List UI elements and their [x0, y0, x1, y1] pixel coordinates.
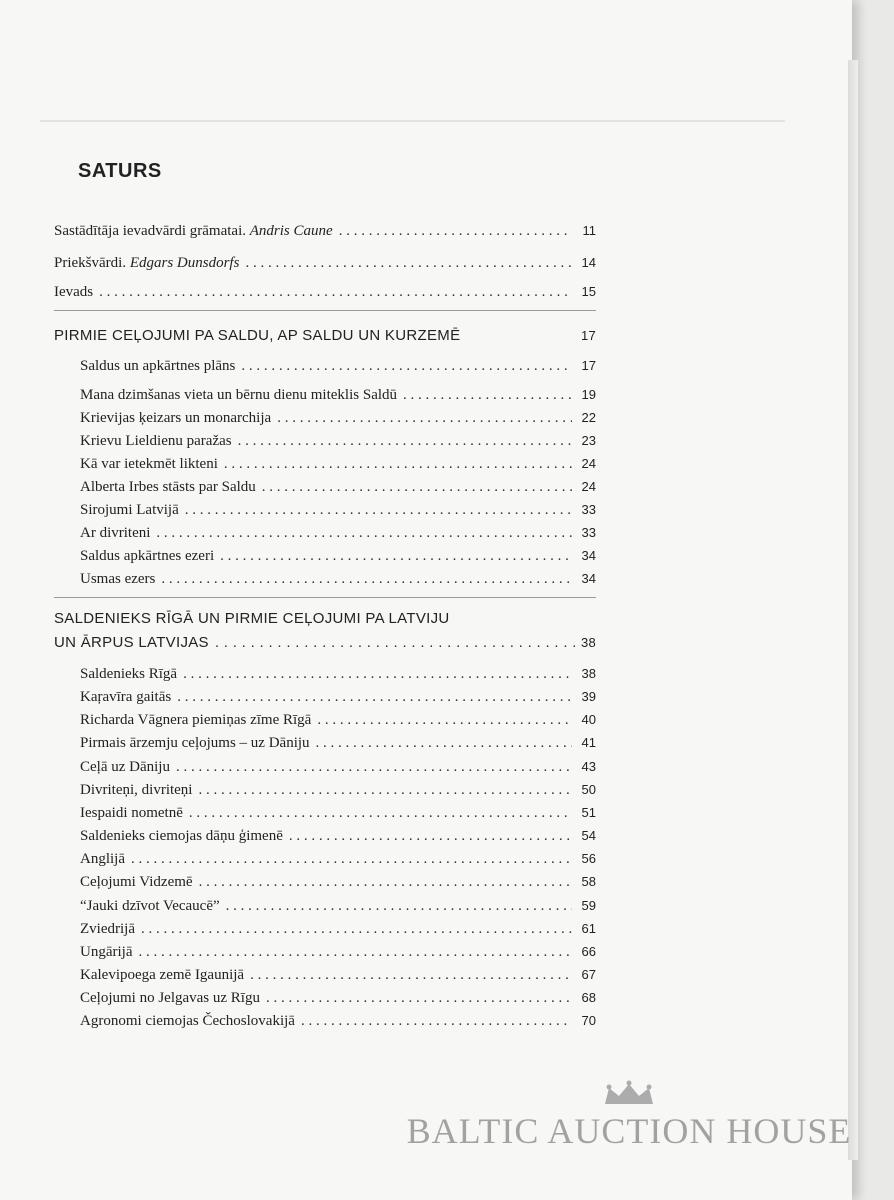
- toc-entry-label: Iespaidi nometnē: [80, 805, 183, 821]
- toc-entry-label: Kaŗavīra gaitās: [80, 689, 172, 705]
- toc-entry-label: Ceļojumi no Jelgavas uz Rīgu: [80, 990, 260, 1006]
- toc-entry: [80, 987, 596, 1009]
- toc-entry-label: Ceļojumi Vidzemē: [80, 874, 193, 890]
- toc-page-number: 33: [581, 502, 596, 517]
- toc-entry: [80, 848, 596, 870]
- toc-entry-label: Ceļā uz Dāniju: [80, 759, 170, 775]
- toc-page-number: 41: [581, 735, 596, 750]
- toc-entry-label: Anglijā: [80, 851, 125, 867]
- dot-leader: [99, 281, 572, 303]
- toc-entry: [80, 1010, 596, 1032]
- toc-entry: [80, 522, 596, 544]
- dot-leader: [131, 848, 572, 870]
- toc-page-number: 58: [581, 874, 596, 889]
- toc-entry: [80, 568, 596, 590]
- toc-entry: [80, 453, 596, 475]
- dot-leader: [241, 355, 572, 377]
- toc-entry-label: Sastādītāja ievadvārdi grāmatai. Andris Caune: [54, 223, 333, 239]
- section-divider: [54, 597, 596, 598]
- toc-entry: [80, 663, 596, 685]
- toc-entry: [80, 355, 596, 377]
- section-heading-2-line2: [54, 632, 596, 654]
- toc-entry-label: Saldenieks ciemojas dāņu ģimenē: [80, 828, 283, 844]
- dot-leader: [301, 1010, 572, 1032]
- toc-page-number: 50: [581, 782, 596, 797]
- section-divider: [54, 310, 596, 311]
- toc-entry-introduction: [54, 281, 596, 303]
- toc-entry-label: Kā var ietekmēt likteni: [80, 456, 218, 472]
- toc-entry-label: Kalevipoega zemē Igaunijā: [80, 967, 245, 983]
- dot-leader: [403, 384, 572, 406]
- dot-leader: [141, 918, 572, 940]
- toc-page-number: 70: [581, 1013, 596, 1028]
- toc-title: SATURS: [78, 160, 162, 182]
- toc-entry-label: Usmas ezers: [80, 571, 156, 587]
- watermark-text: BALTIC AUCTION HOUSE: [406, 1111, 852, 1151]
- toc-page-number: 34: [581, 571, 596, 586]
- toc-entry: [80, 430, 596, 452]
- toc-page-number: 43: [581, 759, 596, 774]
- section-heading-2-line1: SALDENIEKS RĪGĀ UN PIRMIE CEĻOJUMI PA LATVIJU: [54, 610, 450, 627]
- dot-leader: [220, 545, 572, 567]
- dot-leader: [250, 964, 572, 986]
- toc-page-number: 11: [582, 223, 596, 238]
- toc-page-number: 15: [581, 284, 596, 299]
- section-page-number: 38: [580, 635, 596, 650]
- dot-leader: [262, 476, 572, 498]
- toc-page-number: 59: [581, 898, 596, 913]
- toc-entry-label: Pirmais ārzemju ceļojums – uz Dāniju: [80, 735, 310, 751]
- dot-leader: [199, 871, 572, 893]
- crown-icon: [599, 1080, 659, 1108]
- toc-entry: [80, 825, 596, 847]
- toc-entry-label: Krievu Lieldienu paražas: [80, 433, 232, 449]
- toc-page-number: 56: [581, 851, 596, 866]
- toc-page-number: 68: [581, 990, 596, 1005]
- toc-entry-label: Saldus apkārtnes ezeri: [80, 548, 215, 564]
- dot-leader: [339, 220, 572, 242]
- toc-page-number: 19: [581, 387, 596, 402]
- dot-leader: [289, 825, 572, 847]
- toc-entry: [80, 779, 596, 801]
- toc-entry-label: “Jauki dzīvot Vecaucē”: [80, 898, 220, 914]
- watermark: [384, 1080, 874, 1152]
- toc-page-number: 24: [581, 479, 596, 494]
- toc-entry: [80, 545, 596, 567]
- dot-leader: [215, 632, 575, 654]
- toc-entry-label: Priekšvārdi. Edgars Dunsdorfs: [54, 255, 240, 271]
- toc-entry-label: Mana dzimšanas vieta un bērnu dienu miteklis Saldū: [80, 387, 398, 403]
- toc-entry: [80, 476, 596, 498]
- toc-entry: [80, 941, 596, 963]
- toc-page-number: 17: [581, 358, 596, 373]
- toc-entry: [80, 686, 596, 708]
- dot-leader: [266, 987, 572, 1009]
- dot-leader: [316, 732, 572, 754]
- toc-page-number: 40: [581, 712, 596, 727]
- section-page-number: 17: [580, 328, 596, 343]
- dot-leader: [189, 802, 572, 824]
- toc-entry-label: Divriteņi, divriteņi: [80, 782, 193, 798]
- section-title: UN ĀRPUS LATVIJAS: [54, 634, 209, 651]
- dot-leader: [156, 522, 572, 544]
- dot-leader: [224, 453, 572, 475]
- toc-entry-foreword-caune: [54, 220, 596, 242]
- toc-entry: [80, 732, 596, 754]
- toc-entry: [80, 802, 596, 824]
- section-heading-1: [54, 325, 596, 347]
- toc-entry-label: Alberta Irbes stāsts par Saldu: [80, 479, 256, 495]
- toc-entry: [80, 384, 596, 406]
- section-title: PIRMIE CEĻOJUMI PA SALDU, AP SALDU UN KURZEMĒ: [54, 327, 461, 344]
- dot-leader: [226, 895, 572, 917]
- toc-entry-label: Saldus un apkārtnes plāns: [80, 358, 236, 374]
- dot-leader: [198, 779, 572, 801]
- dot-leader: [245, 252, 572, 274]
- dot-leader: [161, 568, 572, 590]
- toc-page-number: 39: [581, 689, 596, 704]
- dot-leader: [238, 430, 572, 452]
- toc-entry-label: Agronomi ciemojas Čechoslovakijā: [80, 1013, 295, 1029]
- toc-page-number: 23: [581, 433, 596, 448]
- toc-page-number: 34: [581, 548, 596, 563]
- page-edge: [848, 60, 858, 1160]
- toc-page-number: 24: [581, 456, 596, 471]
- toc-entry-label: Ungārijā: [80, 944, 133, 960]
- toc-entry-label: Ievads: [54, 284, 94, 300]
- toc-page-number: 66: [581, 944, 596, 959]
- toc-page-number: 67: [581, 967, 596, 982]
- dot-leader: [185, 499, 572, 521]
- toc-page-number: 33: [581, 525, 596, 540]
- toc-page-number: 22: [581, 410, 596, 425]
- dot-leader: [176, 756, 572, 778]
- show-through-line: [40, 120, 785, 122]
- toc-entry-label: Zviedrijā: [80, 921, 135, 937]
- toc-page-number: 38: [581, 666, 596, 681]
- dot-leader: [317, 709, 572, 731]
- toc-entry-label: Ar divriteni: [80, 525, 151, 541]
- toc-entry: [80, 709, 596, 731]
- dot-leader: [138, 941, 572, 963]
- toc-entry: [80, 756, 596, 778]
- toc-entry-foreword-dunsdorfs: [54, 252, 596, 274]
- toc-entry-label: Sirojumi Latvijā: [80, 502, 179, 518]
- toc-entry-label: Richarda Vāgnera piemiņas zīme Rīgā: [80, 712, 312, 728]
- dot-leader: [183, 663, 572, 685]
- dot-leader: [277, 407, 572, 429]
- toc-entry: [80, 407, 596, 429]
- toc-page-number: 51: [581, 805, 596, 820]
- toc-page-number: 14: [581, 255, 596, 270]
- toc-page-number: 61: [581, 921, 596, 936]
- toc-entry-label: Saldenieks Rīgā: [80, 666, 178, 682]
- dot-leader: [177, 686, 572, 708]
- toc-entry: [80, 871, 596, 893]
- toc-entry-label: Krievijas ķeizars un monarchija: [80, 410, 272, 426]
- toc-entry: [80, 964, 596, 986]
- toc-entry: [80, 499, 596, 521]
- toc-entry: [80, 918, 596, 940]
- toc-page-number: 54: [581, 828, 596, 843]
- toc-entry: [80, 895, 596, 917]
